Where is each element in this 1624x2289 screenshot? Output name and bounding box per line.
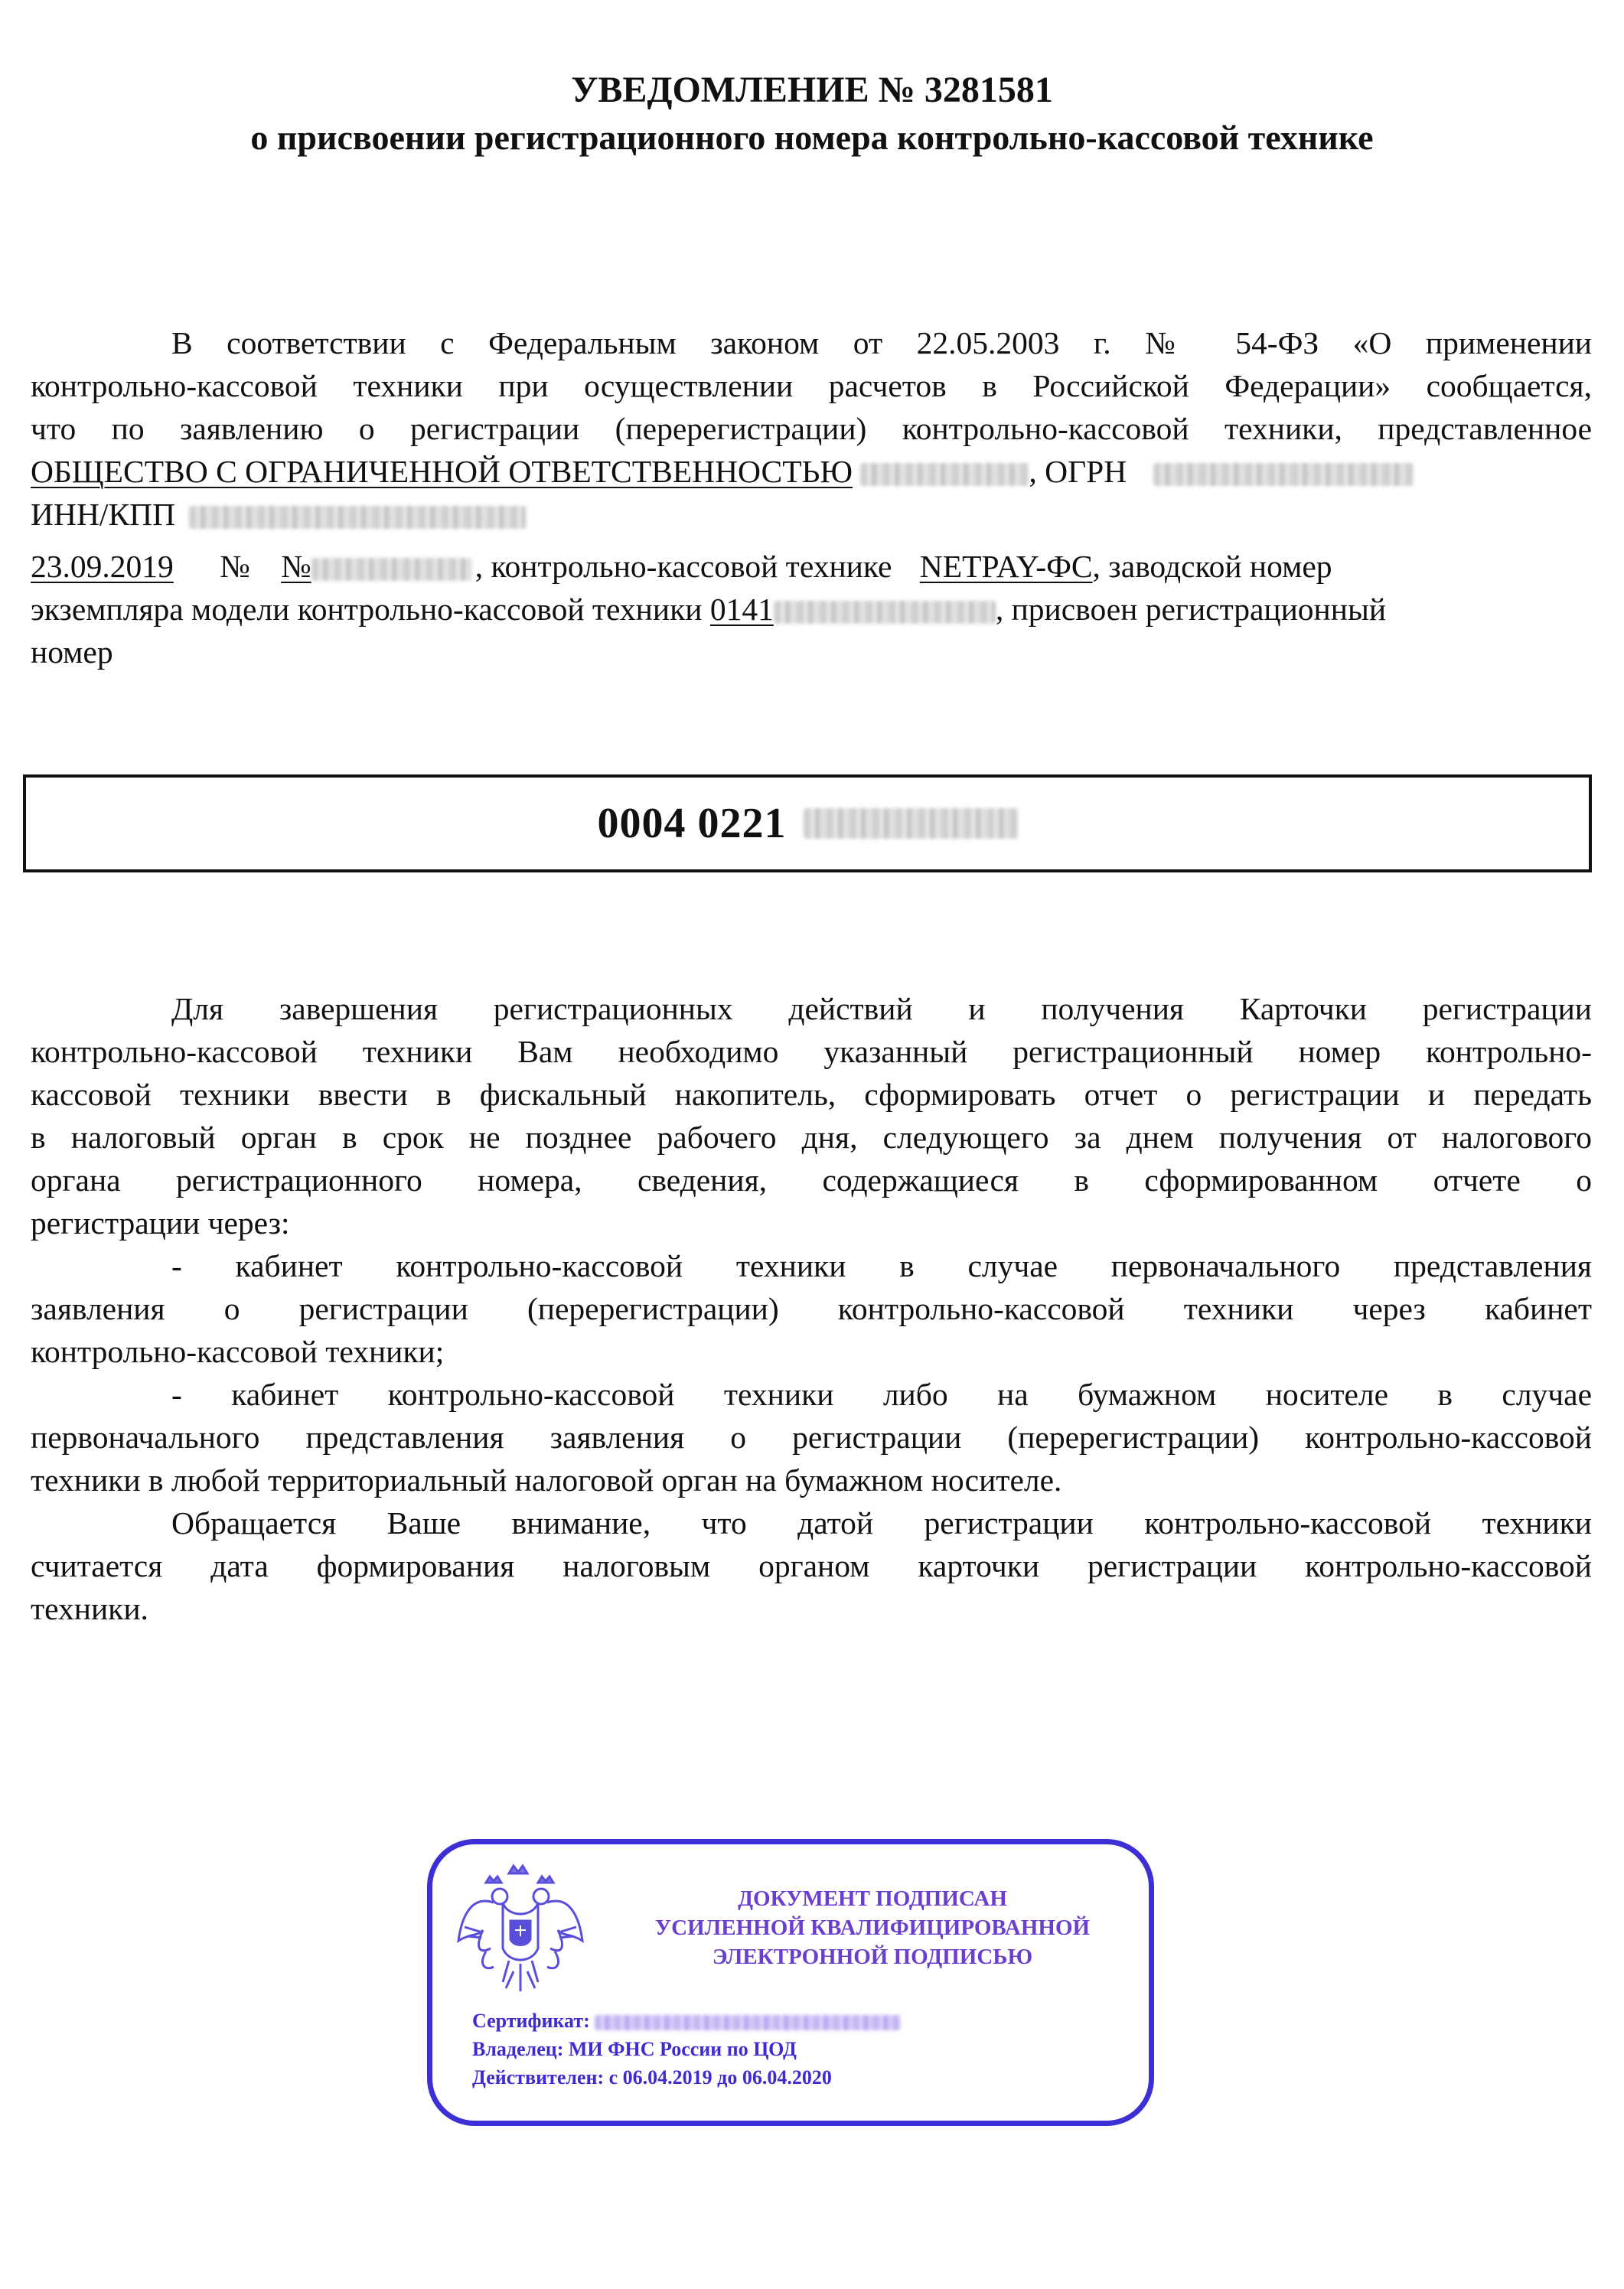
redacted-certificate	[595, 2015, 901, 2030]
paragraph2-line9: контрольно-кассовой техники;	[31, 1334, 445, 1369]
certificate-line	[472, 2007, 901, 2035]
assigned-text: , присвоен регистрационный	[995, 592, 1387, 627]
paragraph1-line2: контрольно-кассовой техники при осуществлении расчетов в Российской Федерации» сообщается,	[31, 368, 1592, 403]
document-title: УВЕДОМЛЕНИЕ № 3281581	[571, 70, 1053, 110]
application-number-prefix: №	[281, 549, 311, 584]
organization-type: ОБЩЕСТВО С ОГРАНИЧЕННОЙ ОТВЕТСТВЕННОСТЬЮ	[31, 454, 853, 489]
paragraph2-line1: Для завершения регистрационных действий и получения Карточки регистрации	[171, 991, 1592, 1026]
coat-of-arms-icon	[448, 1857, 593, 2002]
paragraph1-line7	[31, 588, 1592, 631]
validity-line: Действителен: с 06.04.2019 до 06.04.2020	[472, 2066, 832, 2088]
inn-kpp-label: ИНН/КПП	[31, 497, 176, 532]
paragraph2-line12: техники в любой территориальный налоговой орган на бумажном носителе.	[31, 1462, 1062, 1498]
stamp-heading-line3: ЭЛЕКТРОННОЙ ПОДПИСЬЮ	[712, 1945, 1033, 1969]
redacted-application-number	[311, 558, 472, 581]
redacted-inn-kpp	[189, 506, 526, 529]
kkt-text: , контрольно-кассовой технике	[474, 549, 892, 584]
paragraph2-line2: контрольно-кассовой техники Вам необходимо указанный регистрационный номер контрольно-	[31, 1034, 1592, 1069]
model-instance-text: экземпляра модели контрольно-кассовой техники	[31, 592, 703, 627]
owner-line: Владелец: МИ ФНС России по ЦОД	[472, 2038, 797, 2060]
paragraph2-line13: Обращается Ваше внимание, что датой регистрации контрольно-кассовой техники	[171, 1505, 1592, 1541]
serial-text: , заводской номер	[1092, 549, 1332, 584]
paragraph1-line3: что по заявлению о регистрации (перерегистрации) контрольно-кассовой техники, представленное	[31, 411, 1592, 446]
stamp-heading-line2: УСИЛЕННОЙ КВАЛИФИЦИРОВАННОЙ	[654, 1916, 1091, 1940]
paragraph2-line6: регистрации через:	[31, 1205, 290, 1241]
paragraph2-line3: кассовой техники ввести в фискальный накопитель, сформировать отчет о регистрации и передать	[31, 1077, 1592, 1112]
paragraph2-line4: в налоговый орган в срок не позднее рабочего дня, следующего за днем получения от налогового	[31, 1120, 1592, 1155]
kkt-model: NETPAY-ФС	[919, 549, 1093, 584]
stamp-details	[472, 2007, 901, 2092]
paragraph1-line4	[31, 450, 1592, 493]
redacted-ogrn	[1153, 463, 1414, 486]
paragraph2-line14: считается дата формирования налоговым органом карточки регистрации контрольно-кассовой	[31, 1548, 1592, 1583]
paragraph1-line1: В соответствии с Федеральным законом от 22.05.2003 г. № 54-ФЗ «О применении	[171, 325, 1592, 360]
serial-prefix: 0141	[709, 592, 774, 627]
redacted-registration-number	[804, 808, 1018, 839]
application-date: 23.09.2019	[31, 549, 174, 584]
redacted-org-name	[860, 463, 1029, 486]
registration-number: 0004 0221	[597, 800, 787, 847]
signature-stamp	[427, 1839, 1154, 2126]
redacted-serial-number	[774, 601, 996, 624]
paragraph2-line10: - кабинет контрольно-кассовой техники либо на бумажном носителе в случае	[171, 1377, 1592, 1412]
paragraph2-line7: - кабинет контрольно-кассовой техники в случае первоначального представления	[171, 1248, 1592, 1283]
document-subtitle: о присвоении регистрационного номера контрольно-кассовой технике	[250, 118, 1374, 157]
stamp-heading-line1: ДОКУМЕНТ ПОДПИСАН	[738, 1886, 1007, 1911]
registration-number-box	[23, 774, 1592, 872]
paragraph2-line8: заявления о регистрации (перерегистрации) контрольно-кассовой техники через кабинет	[31, 1291, 1592, 1326]
paragraph1-line6	[31, 545, 1592, 588]
certificate-label: Сертификат:	[472, 2010, 590, 2032]
number-sign: №	[220, 549, 250, 584]
paragraph2-line15: техники.	[31, 1591, 148, 1626]
stamp-heading	[624, 1884, 1121, 1971]
ogrn-label: , ОГРН	[1029, 454, 1127, 489]
paragraph1-line8: номер	[31, 634, 113, 670]
paragraph2-line5: органа регистрационного номера, сведения, содержащиеся в сформированном отчете о	[31, 1162, 1592, 1198]
paragraph1-line5	[31, 493, 1592, 536]
paragraph2-line11: первоначального представления заявления о регистрации (перерегистрации) контрольно-кассовой	[31, 1420, 1592, 1455]
